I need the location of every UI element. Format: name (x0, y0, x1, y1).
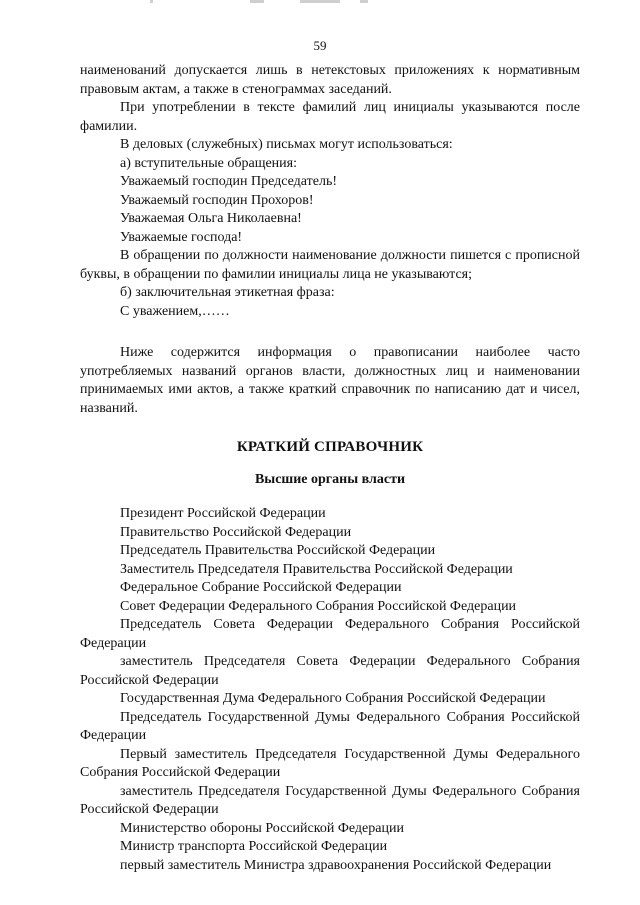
reference-item: Государственная Дума Федерального Собрания Российской Федерации (120, 691, 546, 706)
reference-item: Совет Федерации Федерального Собрания Российской Федерации (120, 598, 517, 614)
reference-item: Заместитель Председателя Правительства Российской Федерации (120, 561, 513, 577)
spacer (80, 321, 580, 344)
paragraph: При употреблении в тексте фамилий лиц инициалы указываются после фамилии. (80, 100, 580, 134)
reference-item: заместитель Председателя Совета Федерации Федерального Собрания Российской Федерации (80, 654, 580, 688)
reference-item: Федеральное Собрание Российской Федерации (120, 580, 402, 595)
paragraph: В обращении по должности наименование должности пишется с прописной буквы, в обращении по фамилии инициалы лица не указываются; (80, 248, 580, 282)
reference-item: Первый заместитель Председателя Государственной Думы Федерального Собрания Российской Федерации (80, 746, 580, 780)
reference-item: Министр транспорта Российской Федерации (120, 839, 388, 854)
document-body (80, 62, 580, 875)
section-heading: КРАТКИЙ СПРАВОЧНИК (236, 439, 424, 455)
intro-paragraph: Ниже содержится информация о правописании наиболее часто употребляемых названий органов власти, должностных лиц и наименовании принимаемых ими актов, а также краткий справочник по написанию дат и чисел, названий. (80, 345, 580, 416)
reference-item: заместитель Председателя Государственной Думы Федерального Собрания Российской Федерации (80, 783, 580, 817)
reference-item: Председатель Совета Федерации Федерального Собрания Российской Федерации (80, 617, 580, 651)
reference-list (80, 505, 580, 875)
reference-item: первый заместитель Министра здравоохранения Российской Федерации (120, 857, 552, 873)
section-subheading: Высшие органы власти (254, 471, 406, 487)
page-number: 59 (313, 38, 327, 53)
reference-item: Президент Российской Федерации (120, 506, 326, 521)
reference-item: Министерство обороны Российской Федерации (120, 820, 404, 836)
paragraph: В деловых (служебных) письмах могут использоваться: (120, 137, 453, 152)
greeting-example: Уважаемые господа! (120, 229, 243, 245)
paragraph: наименований допускается лишь в нетекстовых приложениях к нормативным правовым актам, а также в стенограммах заседаний. (80, 63, 580, 97)
scan-edge-marks (0, 0, 640, 6)
greeting-example: Уважаемая Ольга Николаевна! (120, 211, 302, 226)
paragraph: б) заключительная этикетная фраза: (120, 285, 335, 300)
paragraph: а) вступительные обращения: (120, 155, 297, 171)
greeting-example: Уважаемый господин Председатель! (120, 174, 337, 189)
reference-item: Правительство Российской Федерации (120, 524, 352, 540)
greeting-example: Уважаемый господин Прохоров! (120, 192, 314, 208)
reference-item: Председатель Правительства Российской Федерации (120, 543, 436, 558)
reference-item: Председатель Государственной Думы Федерального Собрания Российской Федерации (80, 709, 580, 743)
closing-example: С уважением,…… (120, 303, 230, 319)
